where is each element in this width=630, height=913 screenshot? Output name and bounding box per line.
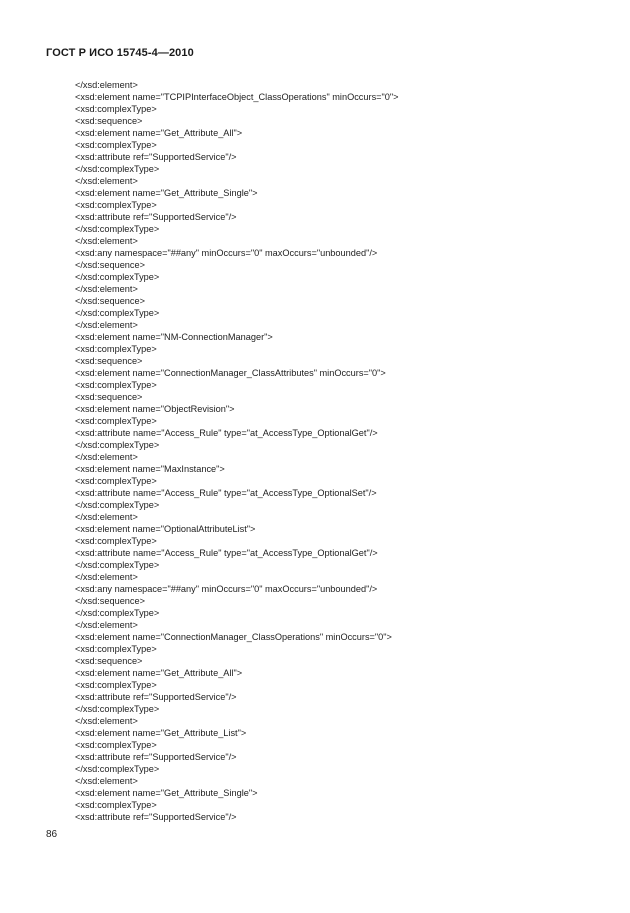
code-line: </xsd:element> <box>75 776 138 786</box>
code-line: <xsd:attribute ref="SupportedService"/> <box>75 212 237 222</box>
code-line: </xsd:complexType> <box>75 500 160 510</box>
code-line: <xsd:complexType> <box>75 416 157 426</box>
code-line: <xsd:complexType> <box>75 740 157 750</box>
code-line: <xsd:complexType> <box>75 644 157 654</box>
code-line: <xsd:complexType> <box>75 800 157 810</box>
code-line: </xsd:sequence> <box>75 296 145 306</box>
code-line: <xsd:element name="OptionalAttributeList"> <box>75 524 256 534</box>
code-line: <xsd:complexType> <box>75 344 157 354</box>
code-line: <xsd:element name="Get_Attribute_Single"> <box>75 188 258 198</box>
code-line: </xsd:complexType> <box>75 308 160 318</box>
code-line: <xsd:complexType> <box>75 200 157 210</box>
code-line: <xsd:complexType> <box>75 680 157 690</box>
code-line: <xsd:element name="Get_Attribute_All"> <box>75 668 243 678</box>
code-line: <xsd:element name="ConnectionManager_ClassAttributes" minOccurs="0"> <box>75 368 386 378</box>
code-line: <xsd:sequence> <box>75 356 143 366</box>
code-line: </xsd:element> <box>75 80 138 90</box>
code-line: <xsd:attribute name="Access_Rule" type="at_AccessType_OptionalGet"/> <box>75 428 378 438</box>
code-line: </xsd:element> <box>75 620 138 630</box>
standard-header: ГОСТ Р ИСО 15745-4—2010 <box>46 47 194 59</box>
code-line: </xsd:element> <box>75 176 138 186</box>
code-line: <xsd:attribute ref="SupportedService"/> <box>75 692 237 702</box>
code-line: </xsd:element> <box>75 512 138 522</box>
code-line: <xsd:complexType> <box>75 536 157 546</box>
code-line: <xsd:attribute name="Access_Rule" type="at_AccessType_OptionalSet"/> <box>75 488 377 498</box>
code-line: <xsd:sequence> <box>75 656 143 666</box>
code-line: </xsd:element> <box>75 716 138 726</box>
code-line: <xsd:element name="ConnectionManager_ClassOperations" minOccurs="0"> <box>75 632 392 642</box>
code-line: <xsd:attribute ref="SupportedService"/> <box>75 812 237 822</box>
code-line: </xsd:complexType> <box>75 560 160 570</box>
code-line: <xsd:attribute ref="SupportedService"/> <box>75 752 237 762</box>
code-line: <xsd:element name="Get_Attribute_All"> <box>75 128 243 138</box>
code-line: </xsd:element> <box>75 320 138 330</box>
code-line: </xsd:complexType> <box>75 704 160 714</box>
code-line: </xsd:sequence> <box>75 596 145 606</box>
xml-schema-listing <box>75 79 399 823</box>
code-line: <xsd:complexType> <box>75 104 157 114</box>
code-line: </xsd:complexType> <box>75 272 160 282</box>
code-line: <xsd:complexType> <box>75 140 157 150</box>
code-line: </xsd:complexType> <box>75 764 160 774</box>
code-line: </xsd:element> <box>75 572 138 582</box>
code-line: </xsd:sequence> <box>75 260 145 270</box>
code-line: <xsd:complexType> <box>75 476 157 486</box>
page-number: 86 <box>46 829 58 840</box>
code-line: </xsd:complexType> <box>75 224 160 234</box>
code-line: </xsd:element> <box>75 284 138 294</box>
code-line: <xsd:any namespace="##any" minOccurs="0" maxOccurs="unbounded"/> <box>75 248 378 258</box>
code-line: <xsd:attribute name="Access_Rule" type="at_AccessType_OptionalGet"/> <box>75 548 378 558</box>
code-line: </xsd:element> <box>75 452 138 462</box>
code-line: <xsd:element name="TCPIPInterfaceObject_ClassOperations" minOccurs="0"> <box>75 92 399 102</box>
code-line: </xsd:complexType> <box>75 164 160 174</box>
code-line: <xsd:element name="MaxInstance"> <box>75 464 225 474</box>
code-line: <xsd:sequence> <box>75 116 143 126</box>
code-line: <xsd:complexType> <box>75 380 157 390</box>
code-line: <xsd:element name="Get_Attribute_List"> <box>75 728 247 738</box>
code-line: </xsd:element> <box>75 236 138 246</box>
code-line: </xsd:complexType> <box>75 608 160 618</box>
code-line: <xsd:element name="NM-ConnectionManager"> <box>75 332 273 342</box>
code-line: <xsd:sequence> <box>75 392 143 402</box>
code-line: <xsd:element name="Get_Attribute_Single"> <box>75 788 258 798</box>
code-line: <xsd:attribute ref="SupportedService"/> <box>75 152 237 162</box>
code-line: <xsd:any namespace="##any" minOccurs="0" maxOccurs="unbounded"/> <box>75 584 378 594</box>
code-line: <xsd:element name="ObjectRevision"> <box>75 404 235 414</box>
code-line: </xsd:complexType> <box>75 440 160 450</box>
